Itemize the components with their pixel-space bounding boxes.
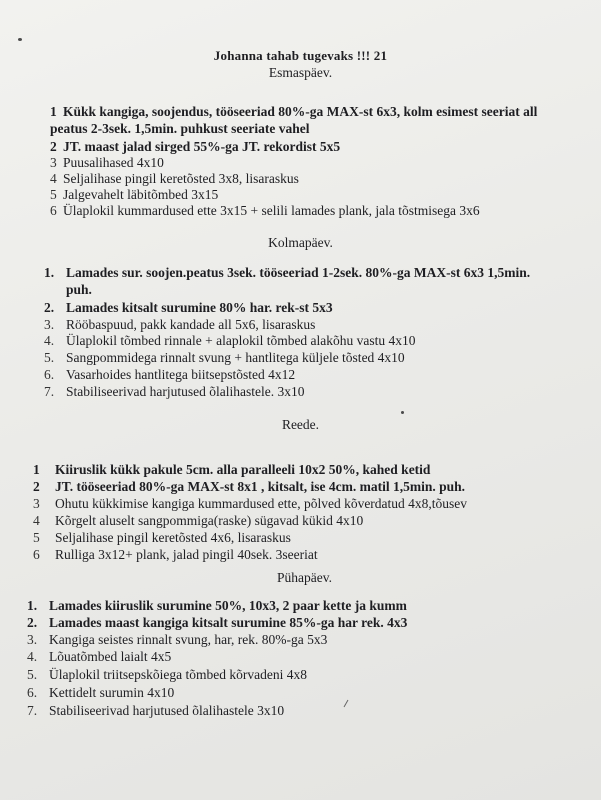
exercise-item-continuation: puh. bbox=[66, 282, 92, 297]
exercise-item: 4. Ülaplokil tõmbed rinnale + alaplokil tõmbed alakõhu vastu 4x10 bbox=[44, 333, 416, 348]
exercise-item: 7. Stabiliseerivad harjutused õlalihastele 3x10 bbox=[27, 703, 285, 718]
exercise-item: 3. Kangiga seistes rinnalt svung, har, rek. 80%-ga 5x3 bbox=[27, 632, 328, 647]
exercise-item: 4 Seljalihase pingil keretõsted 3x8, lisaraskus bbox=[50, 171, 299, 186]
exercise-item: 1 Kükk kangiga, soojendus, tööseeriad 80%-ga MAX-st 6x3, kolm esimest seeriat all bbox=[50, 104, 538, 119]
exercise-item: 1. Lamades sur. soojen.peatus 3sek. tööseeriad 1-2sek. 80%-ga MAX-st 6x3 1,5min. bbox=[44, 265, 531, 280]
exercise-item: 2. Lamades kitsalt surumine 80% har. rek-st 5x3 bbox=[44, 300, 333, 315]
exercise-item-continuation: peatus 2-3sek. 1,5min. puhkust seeriate vahel bbox=[50, 121, 310, 136]
exercise-item: 4. Lõuatõmbed laialt 4x5 bbox=[27, 649, 172, 664]
day-heading-friday: Reede. bbox=[281, 417, 320, 432]
exercise-item: 6. Kettidelt surumin 4x10 bbox=[27, 685, 175, 700]
exercise-item: 1. Lamades kiiruslik surumine 50%, 10x3, 2 paar kette ja kumm bbox=[27, 598, 407, 613]
exercise-item: 2. Lamades maast kangiga kitsalt surumine 85%-ga har rek. 4x3 bbox=[27, 615, 408, 630]
exercise-item: 2 JT. tööseeriad 80%-ga MAX-st 8x1 , kitsalt, ise 4cm. matil 1,5min. puh. bbox=[33, 479, 465, 494]
exercise-item: 3. Rööbaspuud, pakk kandade all 5x6, lisaraskus bbox=[44, 317, 316, 332]
day-heading-wednesday: Kolmapäev. bbox=[268, 235, 333, 250]
ink-dot bbox=[401, 411, 404, 414]
exercise-item: 2 JT. maast jalad sirged 55%-ga JT. rekordist 5x5 bbox=[50, 139, 341, 154]
day-heading-sunday: Pühapäev. bbox=[277, 570, 332, 585]
exercise-item: 5 Jalgevahelt läbitõmbed 3x15 bbox=[50, 187, 219, 202]
document-title: Johanna tahab tugevaks !!! 21 bbox=[213, 48, 388, 63]
exercise-item: 7. Stabiliseerivad harjutused õlalihastele. 3x10 bbox=[44, 384, 305, 399]
exercise-item: 5 Seljalihase pingil keretõsted 4x6, lisaraskus bbox=[33, 530, 291, 545]
exercise-item: 4 Kõrgelt aluselt sangpommiga(raske) sügavad kükid 4x10 bbox=[33, 513, 364, 528]
exercise-item: 6 Rulliga 3x12+ plank, jalad pingil 40sek. 3seeriat bbox=[33, 547, 318, 562]
exercise-item: 5. Ülaplokil triitsepskõiega tõmbed kõrvadeni 4x8 bbox=[27, 667, 307, 682]
pen-mark bbox=[344, 700, 349, 707]
exercise-item: 6 Ülaplokil kummardused ette 3x15 + selili lamades plank, jala tõstmisega 3x6 bbox=[50, 203, 480, 218]
exercise-item: 5. Sangpommidega rinnalt svung + hantlitega küljele tõsted 4x10 bbox=[44, 350, 405, 365]
ink-dot bbox=[18, 38, 22, 41]
exercise-item: 3 Ohutu kükkimise kangiga kummardused ette, põlved kõverdatud 4x8,tõusev bbox=[33, 496, 468, 511]
day-heading-monday: Esmaspäev. bbox=[268, 65, 333, 80]
exercise-item: 1 Kiiruslik kükk pakule 5cm. alla paralleeli 10x2 50%, kahed ketid bbox=[33, 462, 431, 477]
exercise-item: 3 Puusalihased 4x10 bbox=[50, 155, 164, 170]
exercise-item: 6. Vasarhoides hantlitega biitsepstõsted 4x12 bbox=[44, 367, 296, 382]
